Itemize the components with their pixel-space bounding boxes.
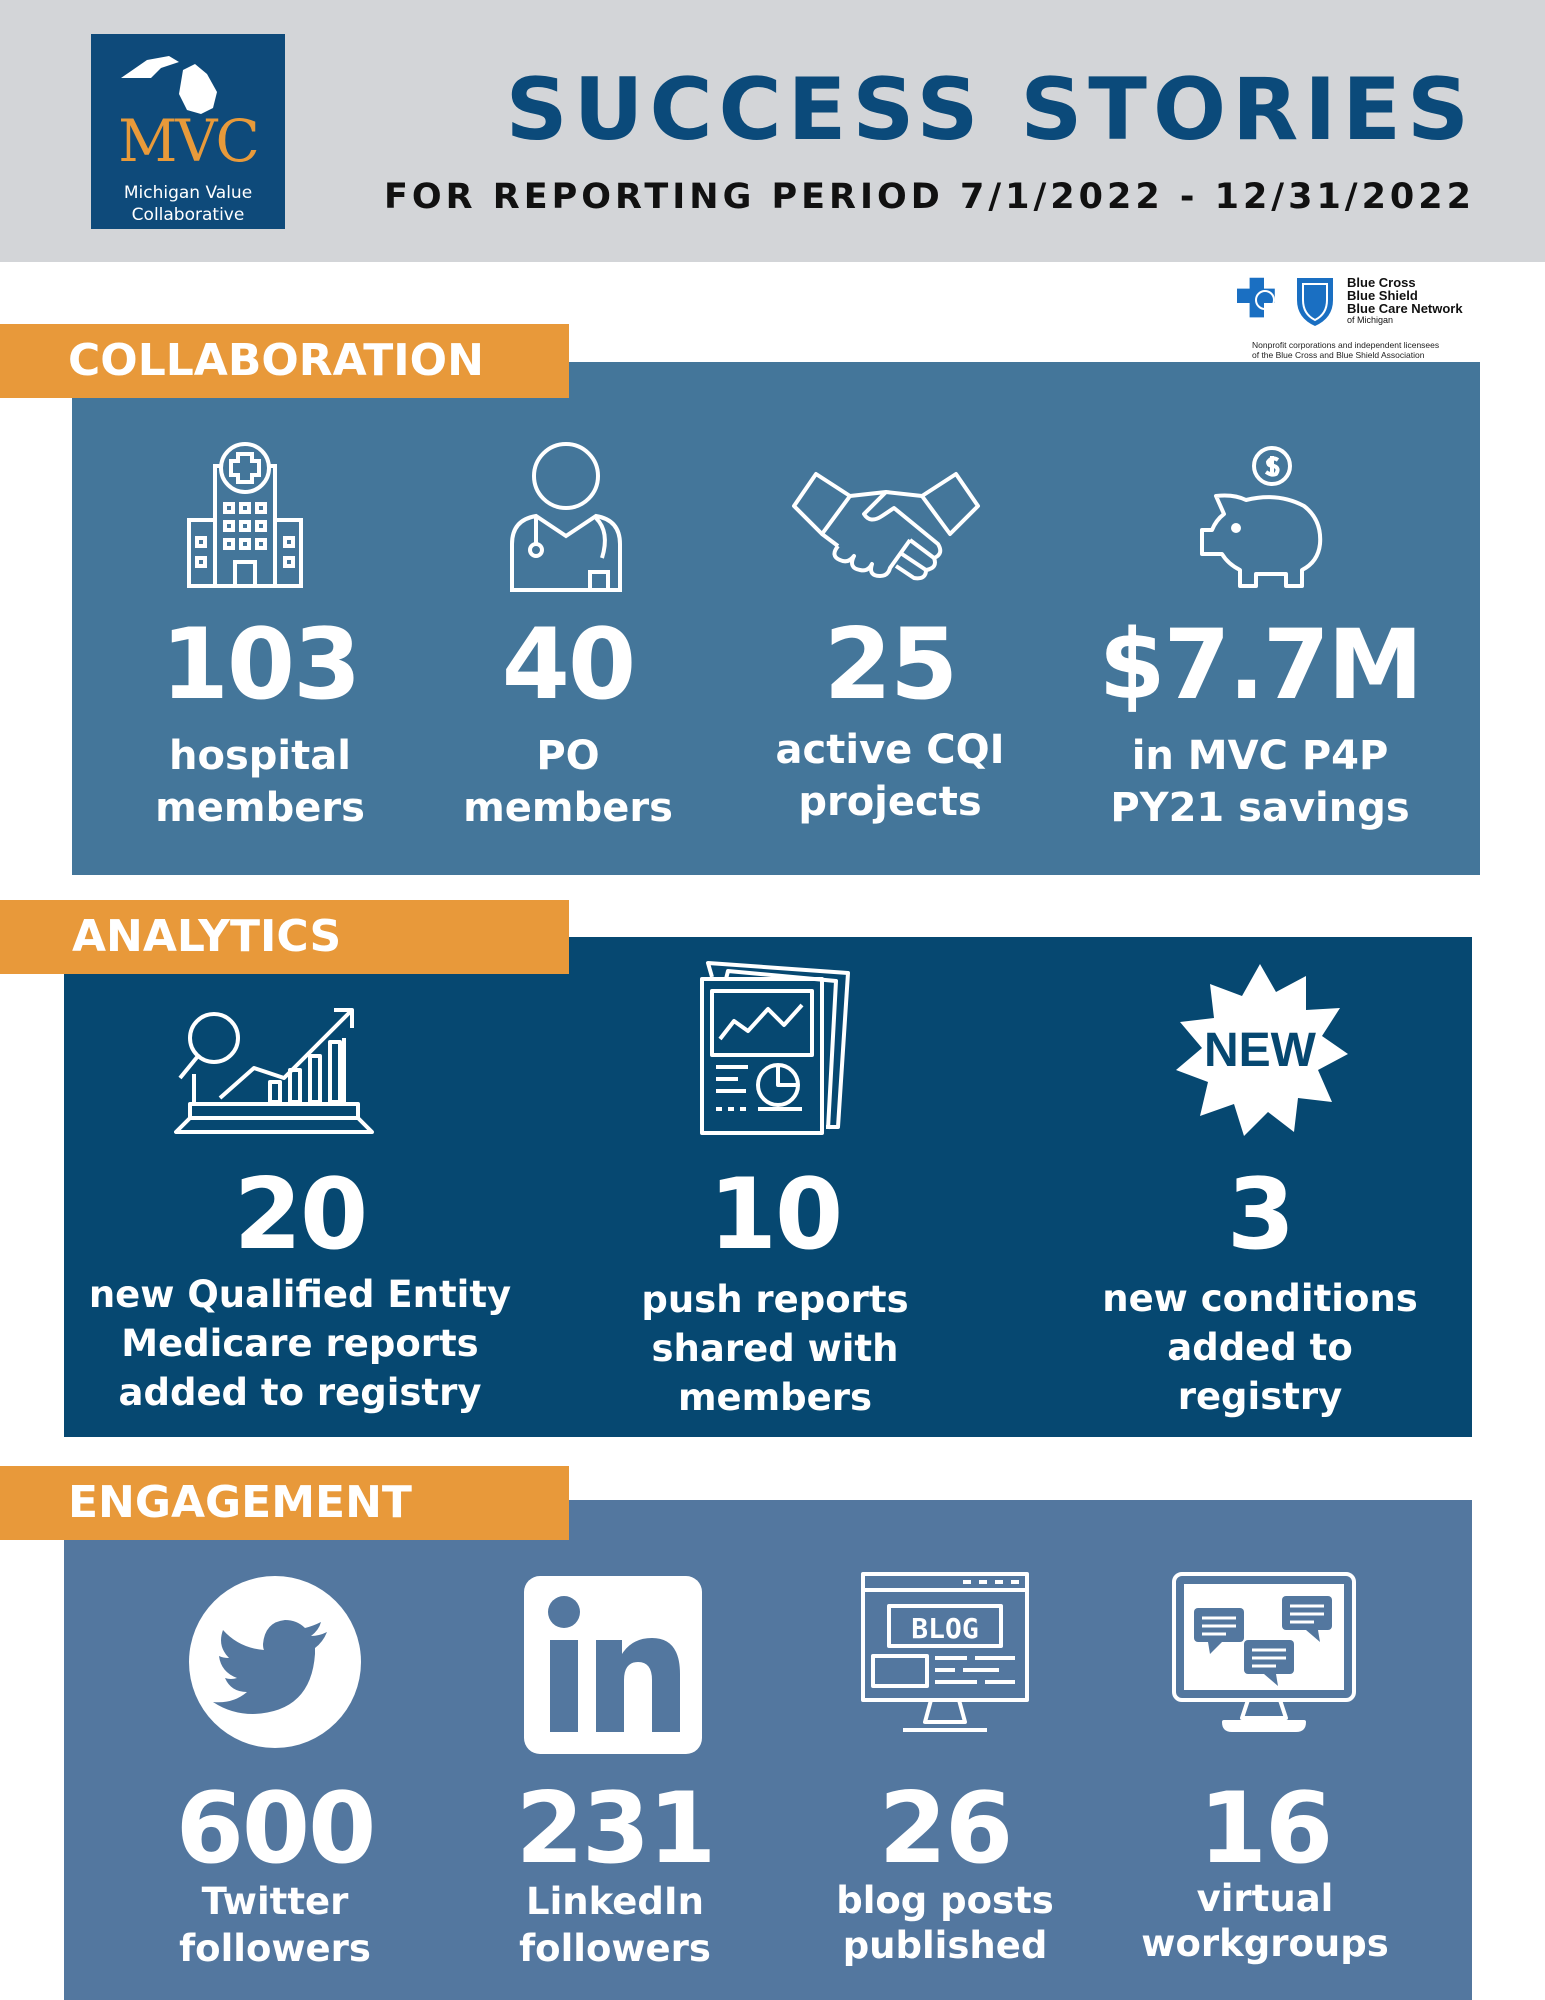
stat-label: virtual workgroups	[1141, 1877, 1389, 1965]
svg-text:NEW: NEW	[1204, 1024, 1316, 1077]
blue-cross-shield-icon	[1237, 270, 1342, 330]
stat-blog-posts	[815, 1570, 1075, 1990]
logo-subtitle: Michigan Value Collaborative	[123, 183, 253, 225]
sponsor-logo	[1237, 270, 1479, 362]
new-badge-icon	[1172, 962, 1348, 1138]
stat-push-reports	[600, 955, 950, 1425]
stat-label: LinkedIn followers	[519, 1880, 711, 1970]
stat-label: hospital members	[155, 733, 365, 831]
sponsor-region: of Michigan	[1347, 315, 1394, 325]
collaboration-heading: COLLABORATION	[0, 324, 569, 398]
stat-virtual-workgroups	[1130, 1570, 1400, 1990]
stat-label: in MVC P4P PY21 savings	[1110, 733, 1410, 831]
stat-label: blog posts published	[836, 1879, 1054, 1967]
linkedin-icon	[524, 1574, 704, 1754]
twitter-icon	[187, 1574, 363, 1750]
stat-value: $7.7M	[1098, 609, 1422, 721]
stat-value: 25	[823, 608, 957, 722]
analytics-chart-icon	[174, 998, 374, 1138]
hospital-icon	[185, 440, 305, 588]
stat-label: new conditions added to registry	[1102, 1277, 1418, 1418]
stat-label: new Qualified Entity Medicare reports added to registry	[88, 1273, 512, 1414]
blog-icon	[859, 1570, 1031, 1738]
analytics-heading: ANALYTICS	[0, 900, 569, 974]
piggy-bank-icon	[1194, 444, 1326, 590]
stat-value: 26	[878, 1772, 1012, 1886]
header-banner	[0, 0, 1545, 262]
stat-value: 20	[233, 1158, 367, 1272]
sponsor-disclaimer: Nonprofit corporations and independent licensees of the Blue Cross and Blue Shield Association	[1252, 340, 1440, 360]
stat-label: push reports shared with members	[641, 1278, 909, 1419]
doctor-icon	[506, 440, 626, 592]
mvc-logo	[91, 34, 285, 229]
stat-hospital-members	[140, 440, 380, 860]
workgroups-icon	[1170, 1570, 1358, 1732]
handshake-icon	[790, 470, 982, 582]
report-icon	[698, 959, 858, 1137]
stat-label: Twitter followers	[179, 1880, 371, 1970]
stat-value: 231	[515, 1772, 715, 1886]
stat-value: 16	[1198, 1772, 1332, 1886]
stat-qe-reports	[80, 990, 520, 1420]
stat-linkedin-followers	[490, 1574, 740, 1994]
stat-new-conditions	[1080, 958, 1440, 1418]
stat-twitter-followers	[150, 1574, 400, 1994]
svg-text:BLOG: BLOG	[911, 1612, 979, 1645]
page-title: SUCCESS STORIES	[505, 60, 1475, 160]
stat-value: 40	[501, 608, 635, 722]
stat-value: 3	[1226, 1158, 1294, 1272]
stat-value: 600	[175, 1772, 375, 1886]
reporting-period: FOR REPORTING PERIOD 7/1/2022 - 12/31/2022	[383, 177, 1475, 217]
sponsor-names: Blue Cross Blue Shield Blue Care Network	[1347, 275, 1463, 316]
stat-value: 10	[708, 1158, 842, 1272]
stat-p4p-savings	[1070, 440, 1450, 860]
engagement-heading: ENGAGEMENT	[0, 1466, 569, 1540]
stat-label: PO members	[463, 733, 673, 831]
stat-value: 103	[160, 608, 360, 722]
stat-po-members	[448, 440, 688, 860]
stat-cqi-projects	[760, 440, 1020, 860]
logo-mark: MVC	[118, 107, 258, 175]
stat-label: active CQI projects	[775, 727, 1005, 825]
